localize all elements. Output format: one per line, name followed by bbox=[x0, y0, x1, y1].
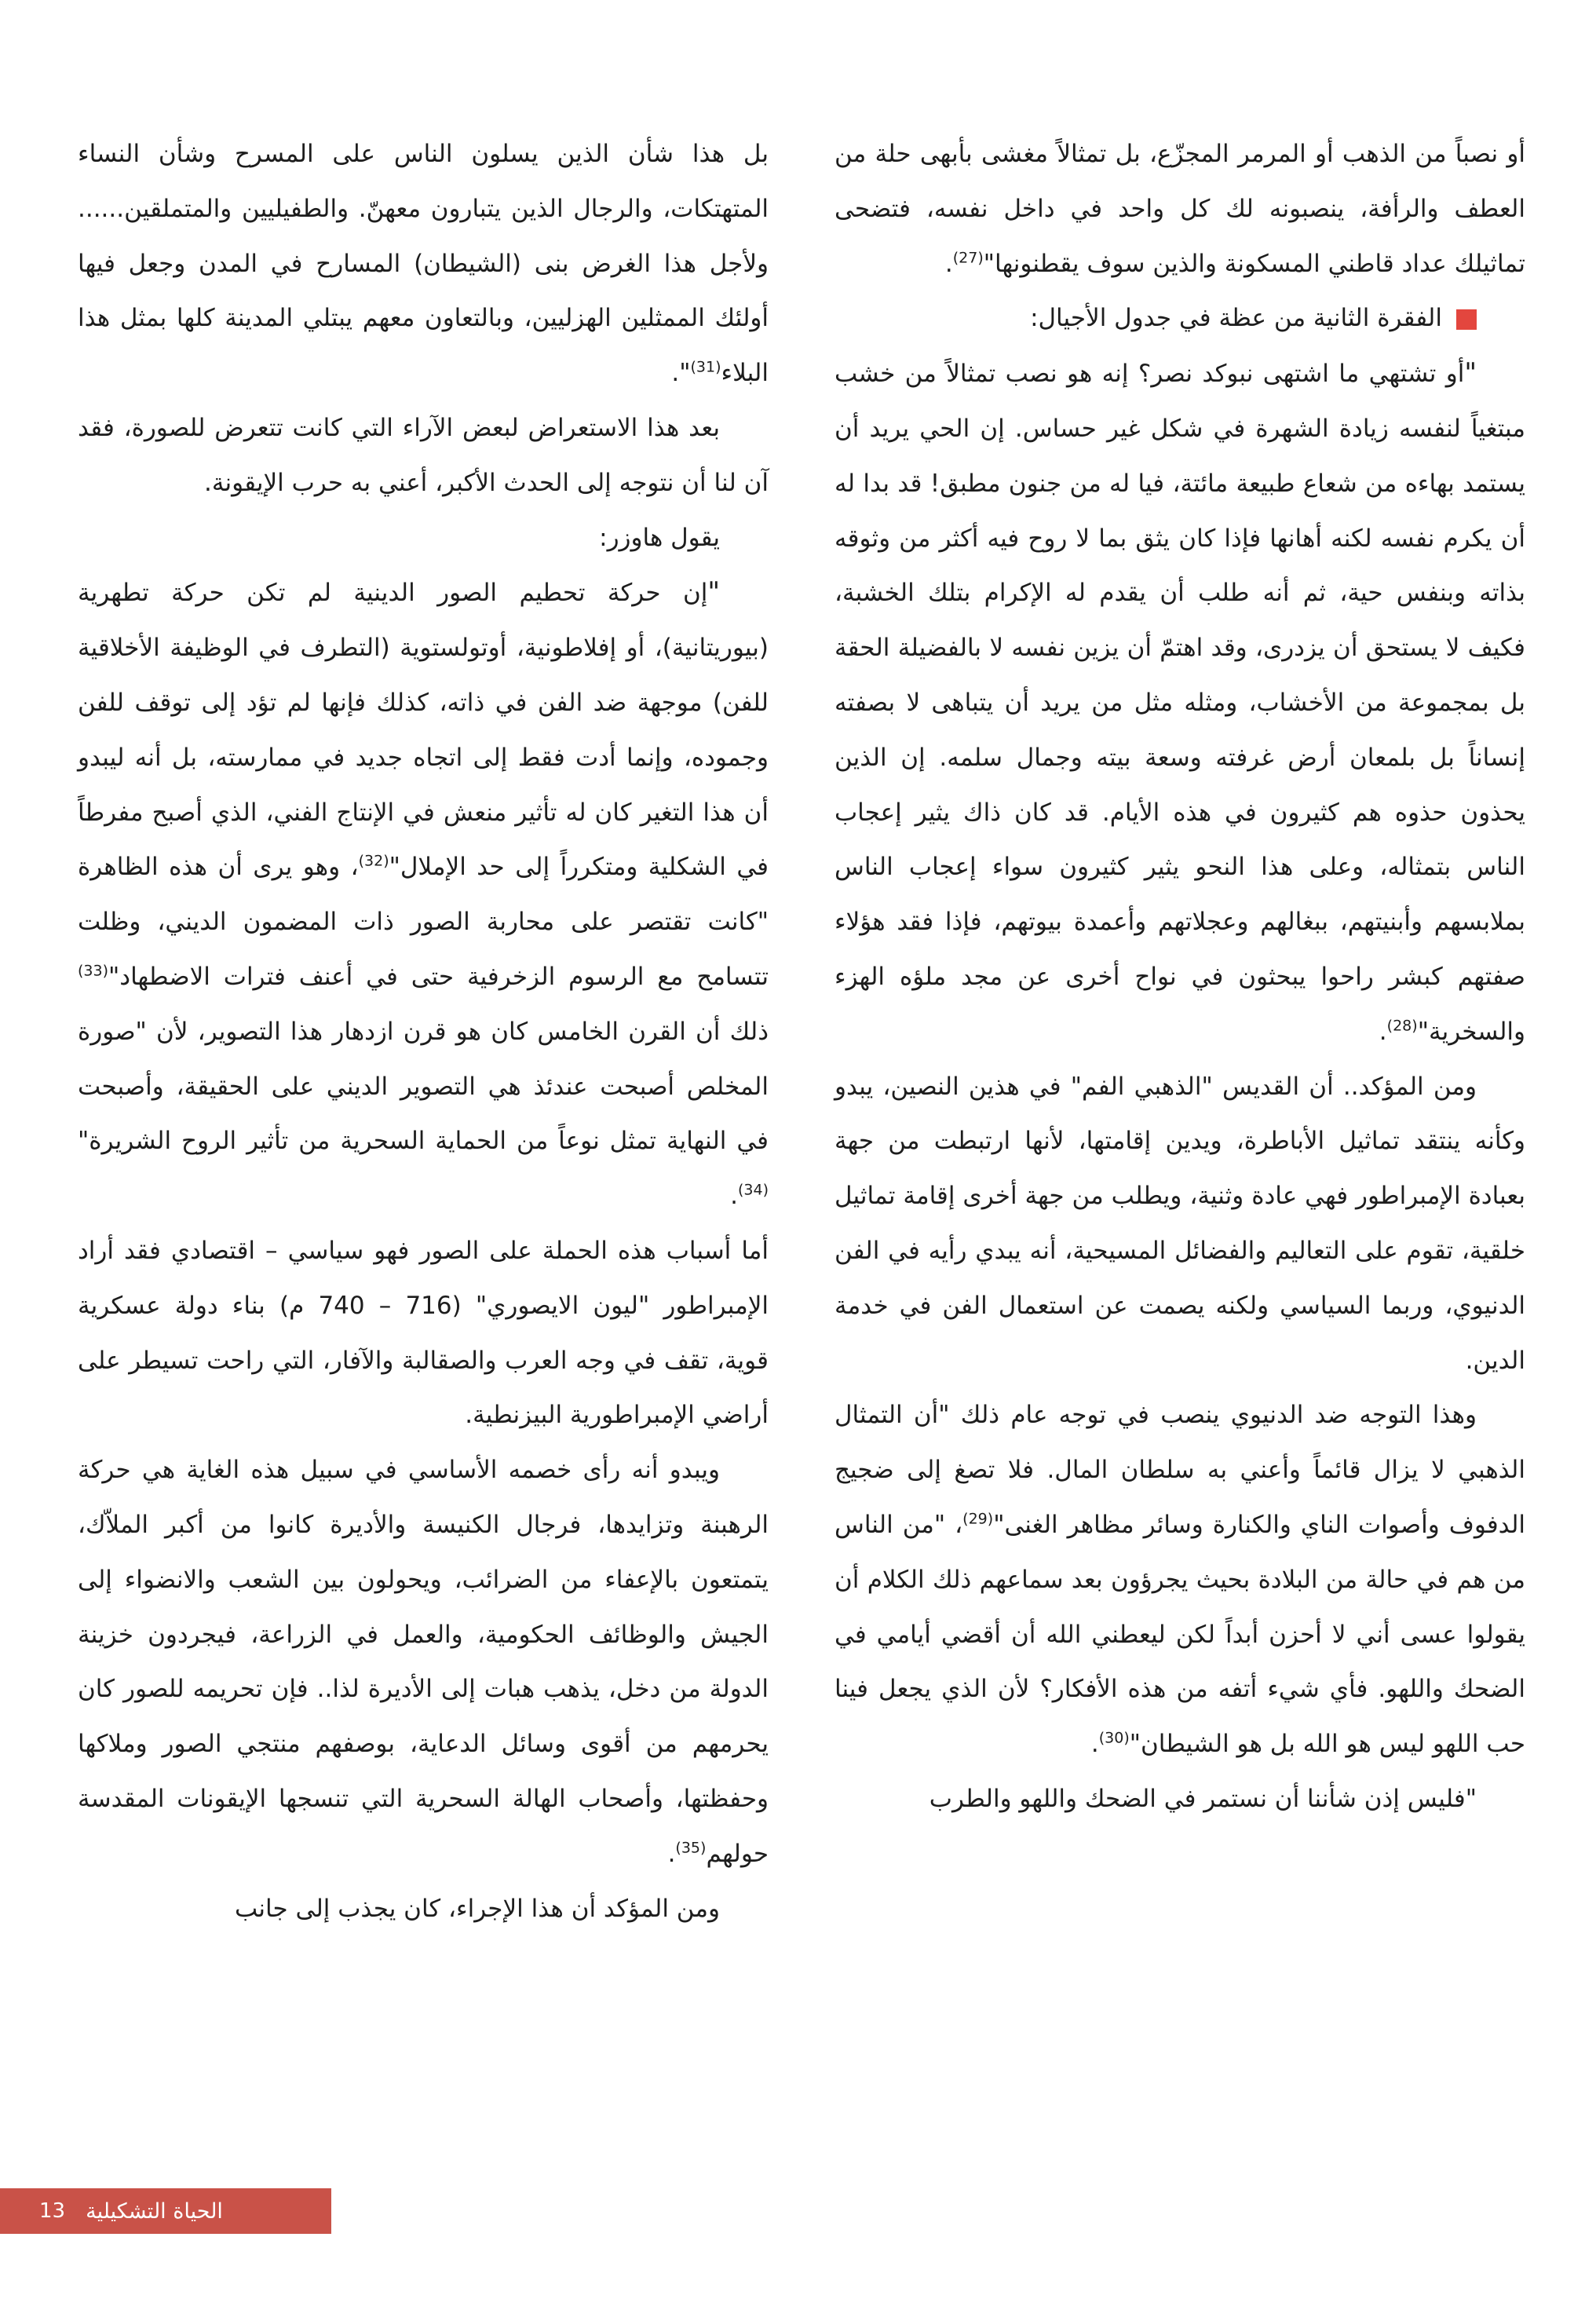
section-heading bbox=[835, 291, 1525, 346]
punctuation: . bbox=[1379, 1017, 1387, 1046]
right-column bbox=[835, 127, 1525, 1827]
quote-mark: " bbox=[707, 576, 720, 609]
quote-mark: " bbox=[1464, 357, 1477, 389]
paragraph-text: بعد هذا الاستعراض لبعض الآراء التي كانت تتعرض للصورة، فقد آن لنا أن نتوجه إلى الحدث الأكبر، أعني به حرب الإيقونة. bbox=[78, 413, 769, 497]
paragraph bbox=[78, 1224, 769, 1443]
paragraph-text: ، "من الناس من هم في حالة من البلادة بحيث يجرؤون بعد سماعهم ذلك الكلام أن يقولوا عسى أني لا أحزن أبداً لكن ليعطني الله أن أقضي أيامي في الضحك واللهو. فأي شيء أتفه من هذه الأفكار؟ لأن الذي يجعل فينا حب اللهو ليس هو الله بل هو الشيطان" bbox=[835, 1510, 1525, 1759]
punctuation: . bbox=[1090, 1730, 1099, 1759]
page-number: 13 bbox=[39, 2199, 66, 2223]
paragraph-text: "فليس إذن شأننا أن نستمر في الضحك واللهو والطرب bbox=[929, 1784, 1477, 1813]
footnote-ref: (29) bbox=[962, 1510, 994, 1528]
paragraph-text: أو تشتهي ما اشتهى نبوكد نصر؟ إنه هو نصب تمثالاً من خشب مبتغياً لنفسه زيادة الشهرة في شكل غير حساس. إن الحي يريد أن يستمد بهاءه من شعاع طبيعة مائتة، فيا له من جنون مطبق! قد بدا له أن يكرم نفسه لكنه أهانها فإذا كان يثق بما لا روح فيه أكثر من وثوقه بذاته وبنفس حية، ثم أنه طلب أن يقدم له الإكرام بتلك الخشبة، فكيف لا يستحق أن يزدرى، وقد اهتمّ أن يزين نفسه لا بالفضيلة الحقة بل بمجموعة من الأخشاب، ومثله مثل من يريد أن يتباهى لا بصفته إنساناً بل بلمعان أرض غرفته وسعة بيته وجمال سلمه. إن الذين يحذون حذوه هم كثيرون في هذه الأيام. قد كان ذاك يثير إعجاب الناس بتمثاله، وعلى هذا النحو يثير كثيرون سواء إعجاب الناس بملابسهم وأبنيتهم، ببغالهم وعجلاتهم وأعمدة بيوتهم، فإذا فقد هؤلاء صفتهم كبشر راحوا يبحثون في نواح أخرى عن مجد ملؤه الهزء والسخرية" bbox=[835, 360, 1525, 1046]
footnote-ref: (33) bbox=[78, 962, 109, 980]
paragraph-text: ويبدو أنه رأى خصمه الأساسي في سبيل هذه الغاية هي حركة الرهبنة وتزايدها، فرجال الكنيسة والأديرة كانوا من أكبر الملاّك، يتمتعون بالإعفاء من الضرائب، ويحولون بين الشعب والانضواء إلى الجيش والوظائف الحكومية، والعمل في الزراعة، فيجردون خزينة الدولة من دخل، يذهب هبات إلى الأديرة لذا.. فإن تحريمه للصور كان يحرمهم من أقوى وسائل الدعاية، بوصفهم منتجي الصور وملاكها وحفظتها، وأصحاب الهالة السحرية التي تنسجها الإيقونات المقدسة حولهم bbox=[78, 1456, 769, 1868]
paragraph bbox=[835, 1772, 1525, 1827]
paragraph bbox=[835, 1060, 1525, 1389]
punctuation: . bbox=[944, 249, 953, 278]
magazine-title: الحياة التشكيلية bbox=[86, 2198, 223, 2224]
quote-paragraph bbox=[78, 565, 769, 1224]
paragraph-text: ومن المؤكد.. أن القديس "الذهبي الفم" في هذين النصين، يبدو وكأنه ينتقد تماثيل الأباطرة، ويدين إقامتها، لأنها ارتبطت من جهة بعبادة الإمبراطور فهي عادة وثنية، ويطلب من جهة أخرى إقامة تماثيل خلقية، تقوم على التعاليم والفضائل المسيحية، أنه يبدي رأيه في الفن الدنيوي، وربما السياسي ولكنه يصمت عن استعمال الفن في خدمة الدين. bbox=[835, 1072, 1525, 1375]
paragraph bbox=[78, 401, 769, 511]
punctuation: ". bbox=[671, 359, 691, 388]
paragraph-text: ومن المؤكد أن هذا الإجراء، كان يجذب إلى جانب bbox=[234, 1894, 720, 1923]
paragraph-text: أما أسباب هذه الحملة على الصور فهو سياسي – اقتصادي فقد أراد الإمبراطور "ليون الايصوري" (716 – 740 م) بناء دولة عسكرية قوية، تقف في وجه العرب والصقالبة والآفار، التي راحت تسيطر على أراضي الإمبراطورية البيزنطية. bbox=[78, 1236, 769, 1430]
paragraph bbox=[78, 511, 769, 566]
footnote-ref: (31) bbox=[690, 358, 721, 376]
paragraph bbox=[835, 127, 1525, 291]
paragraph bbox=[78, 1882, 769, 1937]
punctuation: . bbox=[730, 1182, 738, 1211]
page-footer bbox=[0, 2188, 331, 2234]
paragraph-text: ، وهو يرى أن هذه الظاهرة "كانت تقتصر على محاربة الصور ذات المضمون الديني، وظلت تتسامح مع الرسوم الزخرفية حتى في أعنف فترات الاضطهاد" bbox=[78, 853, 769, 991]
punctuation: . bbox=[667, 1839, 676, 1868]
paragraph-text: يقول هاوزر: bbox=[599, 523, 720, 552]
paragraph bbox=[78, 127, 769, 401]
paragraph-text: إن حركة تحطيم الصور الدينية لم تكن حركة تطهرية (بيوريتانية)، أو إفلاطونية، أوتولستوية (التطرف في الوظيفة الأخلاقية للفن) موجهة ضد الفن في ذاته، كذلك فإنها لم تؤد إلى توقف للفن وجموده، وإنما أدت فقط إلى اتجاه جديد في ممارسته، بل أنه ليبدو أن هذا التغير كان له تأثير منعش في الإنتاج الفني، الذي أصبح مفرطاً في الشكلية ومتكرراً إلى حد الإملال" bbox=[78, 579, 769, 882]
section-heading-text: الفقرة الثانية من عظة في جدول الأجيال: bbox=[1030, 304, 1442, 333]
paragraph-text: وهذا التوجه ضد الدنيوي ينصب في توجه عام ذلك "أن التمثال الذهبي لا يزال قائماً وأعني به سلطان المال. فلا تصغ إلى ضجيج الدفوف وأصوات الناي والكنارة وسائر مظاهر الغنى" bbox=[835, 1401, 1525, 1539]
left-column bbox=[78, 127, 769, 1936]
paragraph bbox=[78, 1443, 769, 1881]
footnote-ref: (28) bbox=[1386, 1017, 1418, 1035]
paragraph-text: أو نصباً من الذهب أو المرمر المجزّع، بل تمثالاً مغشى بأبهى حلة من العطف والرأفة، ينصبونه لك كل واحد في داخل نفسه، فتضحى تماثيلك عداد قاطني المسكونة والذين سوف يقطنونها" bbox=[835, 140, 1525, 278]
footnote-ref: (32) bbox=[358, 853, 389, 871]
footnote-ref: (27) bbox=[952, 249, 984, 267]
footnote-ref: (30) bbox=[1098, 1729, 1130, 1747]
square-bullet-icon bbox=[1456, 309, 1477, 330]
footnote-ref: (34) bbox=[737, 1181, 769, 1199]
quote-paragraph bbox=[835, 346, 1525, 1059]
paragraph-text: ذلك أن القرن الخامس كان هو قرن ازدهار هذا التصوير، لأن "صورة المخلص أصبحت عندئذ هي التصوير الديني على الحقيقة، وأصبحت في النهاية تمثل نوعاً من الحماية السحرية من تأثير الروح الشريرة" bbox=[78, 1017, 769, 1156]
paragraph-text: بل هذا شأن الذين يسلون الناس على المسرح وشأن النساء المتهتكات، والرجال الذين يتبارون معهنّ. والطفيليين والمتملقين...... ولأجل هذا الغرض بنى (الشيطان) المسارح في المدن وجعل فيها أولئك الممثلين الهزليين، وبالتعاون معهم يبتلي المدينة كلها بمثل هذا البلاء bbox=[78, 140, 769, 388]
paragraph bbox=[835, 1388, 1525, 1772]
footnote-ref: (35) bbox=[675, 1839, 707, 1857]
